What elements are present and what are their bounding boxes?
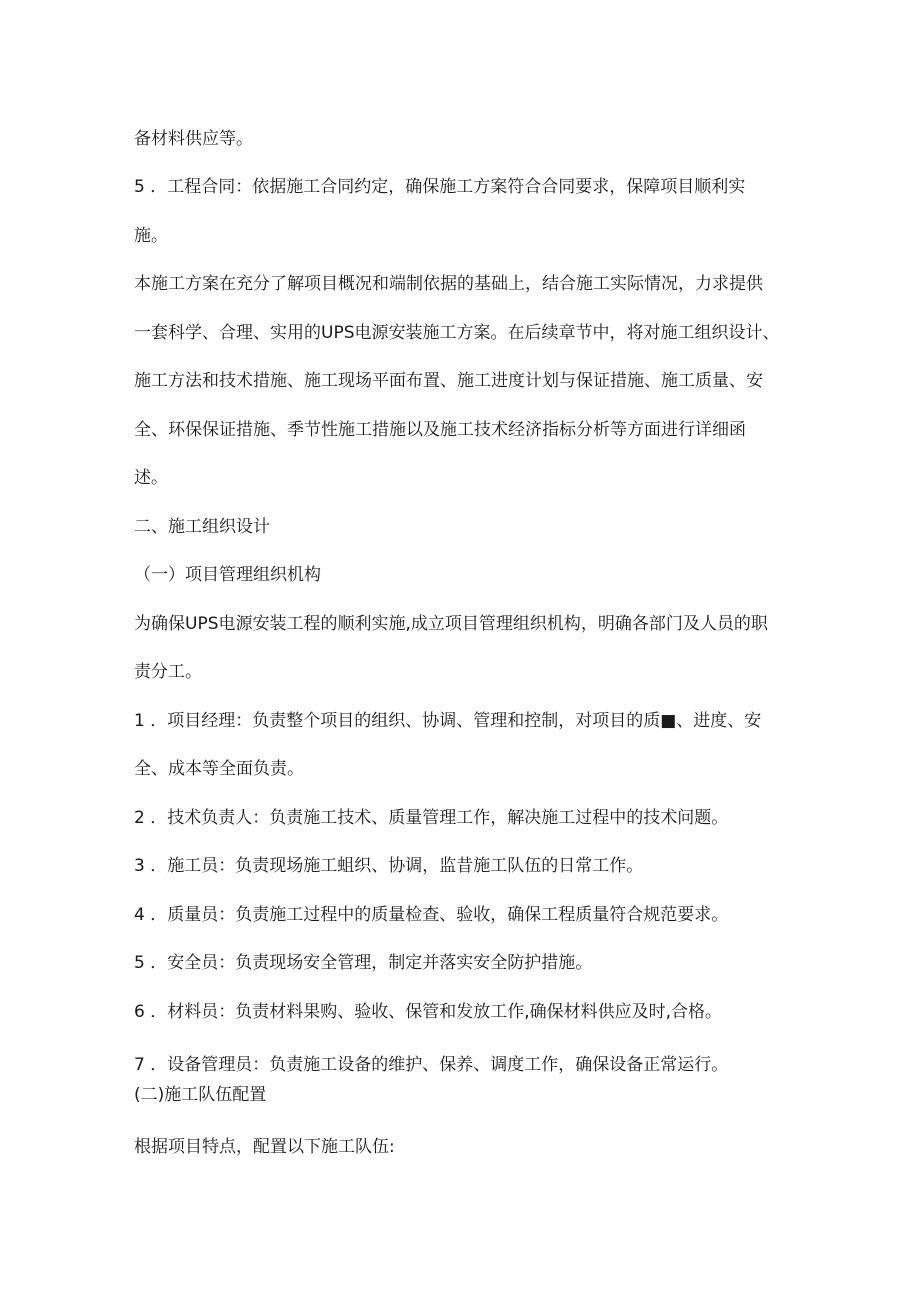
paragraph-line: 施。 bbox=[134, 226, 168, 246]
paragraph-line: 本施工方案在充分了解项目概况和端制依据的基础上，结合施工实际情况，力求提供 bbox=[134, 274, 763, 294]
list-item: 5 ．安全员：负责现场安全管理，制定并落实安全防护措施。 bbox=[134, 953, 593, 973]
paragraph-line: 述。 bbox=[134, 468, 168, 488]
section-heading: 二、施工组织设计 bbox=[134, 517, 270, 537]
paragraph-line: 5 ．工程合同：依据施工合同约定，确保施工方案符合合同要求，保障项目顺利实 bbox=[134, 177, 746, 197]
list-item: 7 ．设备管理员：负责施工设备的维护、保养、调度工作，确保设备正常运行。 bbox=[134, 1055, 729, 1075]
subsection-heading: (二)施工队伍配置 bbox=[134, 1085, 267, 1105]
list-item: 4 ．质量员：负责施工过程中的质量检查、验收，确保工程质量符合规范要求。 bbox=[134, 905, 729, 925]
list-item: 2 ．技术负责人：负责施工技术、质量管理工作，解决施工过程中的技术问题。 bbox=[134, 808, 729, 828]
paragraph-line: 责分工。 bbox=[134, 662, 202, 682]
paragraph-line: 全、环保保证措施、季节性施工措施以及施工技术经济指标分析等方面进行详细函 bbox=[134, 420, 746, 440]
list-item: 1 ．项目经理：负责整个项目的组织、协调、管理和控制，对项目的质■、进度、安 bbox=[134, 711, 762, 731]
list-item-continuation: 全、成本等全面负责。 bbox=[134, 759, 304, 779]
paragraph-line: 施工方法和技术措施、施工现场平面布置、施工进度计划与保证措施、施工质量、安 bbox=[134, 371, 763, 391]
list-item: 3 ．施工员：负责现场施工蛆织、协调，监昔施工队伍的日常工作。 bbox=[134, 856, 644, 876]
paragraph-line: 根据项目特点，配置以下施工队伍: bbox=[134, 1137, 395, 1157]
paragraph-line: 备材料供应等。 bbox=[134, 129, 253, 149]
paragraph-line: 为确保UPS电源安装工程的顺利实施,成立项目管理组织机构，明确各部门及人员的职 bbox=[134, 614, 768, 634]
paragraph-line: 一套科学、合理、实用的UPS电源安装施工方案。在后续章节中，将对施工组织设计、 bbox=[134, 323, 780, 343]
subsection-heading: （一）项目管理组织机构 bbox=[134, 565, 321, 585]
list-item: 6 ．材料员：负责材料果购、验收、保管和发放工作,确保材料供应及时,合格。 bbox=[134, 1002, 723, 1022]
